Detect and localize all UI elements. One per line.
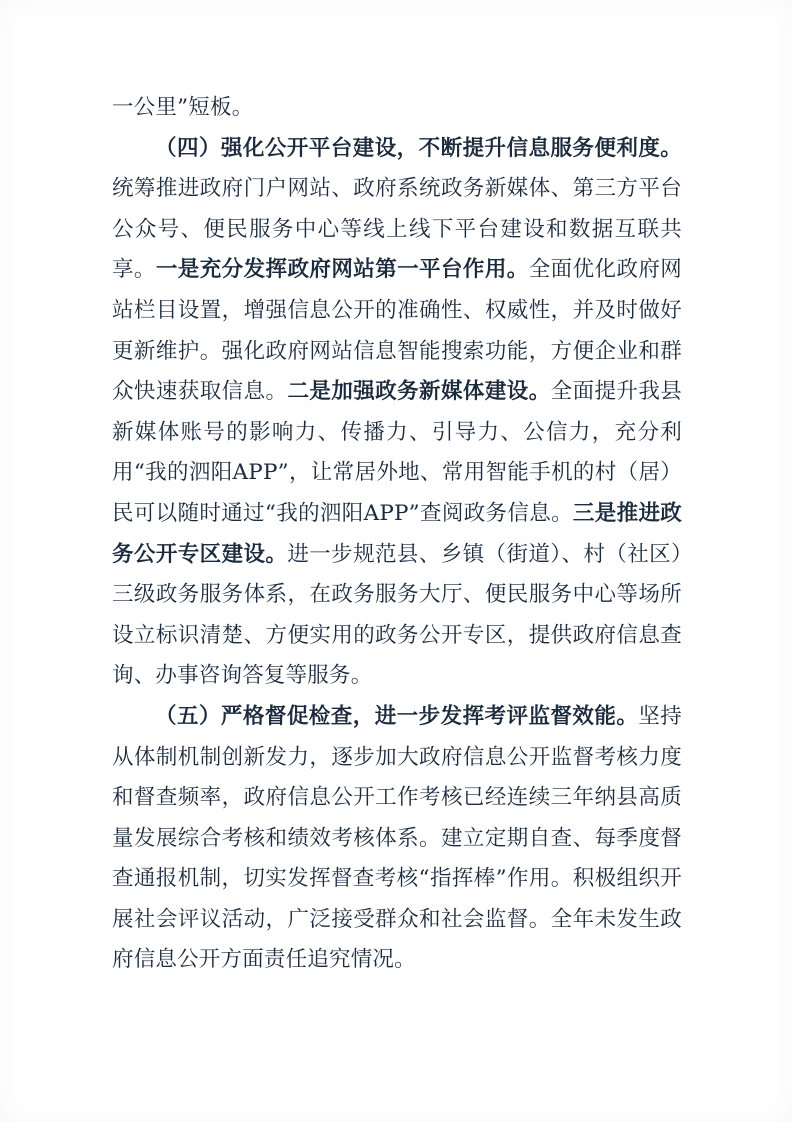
paragraph-section-four bbox=[112, 129, 682, 697]
paragraph-continuation bbox=[112, 88, 682, 129]
text-run: 统筹推进政府门户网站、政府系统政务新媒体、第三方平台公众号、便民服务中心等线上线下平台建设和数据互联共享。 bbox=[112, 176, 682, 283]
text-run: 坚持从体制机制创新发力，逐步加大政府信息公开监督考核力度和督查频率，政府信息公开工作考核已经连续三年纳县高质量发展综合考核和绩效考核体系。建立定期自查、每季度督查通报机制，切实发挥督查考核“指挥棒”作用。积极组织开展社会评议活动，广泛接受群众和社会监督。全年未发生政府信息公开方面责任追究情况。 bbox=[112, 703, 682, 973]
text-run: 进一步规范县、乡镇（街道）、村（社区）三级政务服务体系，在政务服务大厅、便民服务中心等场所设立标识清楚、方便实用的政务公开专区，提供政府信息查询、办事咨询答复等服务。 bbox=[112, 541, 682, 689]
paragraph-section-five bbox=[112, 697, 682, 981]
emphasis-run: 一是充分发挥政府网站第一平台作用。 bbox=[155, 257, 529, 283]
text-run: 全面提升我县新媒体账号的影响力、传播力、引导力、公信力，充分利用“我的泗阳APP”，让常居外地、常用智能手机的村（居）民可以随时通过“我的泗阳APP”查阅政务信息。 bbox=[112, 379, 682, 526]
emphasis-run: （五）严格督促检查，进一步发挥考评监督效能。 bbox=[155, 703, 639, 729]
text-run: 一公里”短板。 bbox=[112, 95, 254, 120]
emphasis-run: （四）强化公开平台建设，不断提升信息服务便利度。 bbox=[155, 135, 682, 161]
emphasis-run: 三是推进政务公开专区建设。 bbox=[112, 500, 682, 567]
emphasis-run: 二是加强政务新媒体建设。 bbox=[287, 379, 551, 405]
document-body bbox=[112, 88, 682, 981]
text-run: 全面优化政府网站栏目设置，增强信息公开的准确性、权威性，并及时做好更新维护。强化政府网站信息智能搜索功能，方便企业和群众快速获取信息。 bbox=[112, 257, 683, 405]
